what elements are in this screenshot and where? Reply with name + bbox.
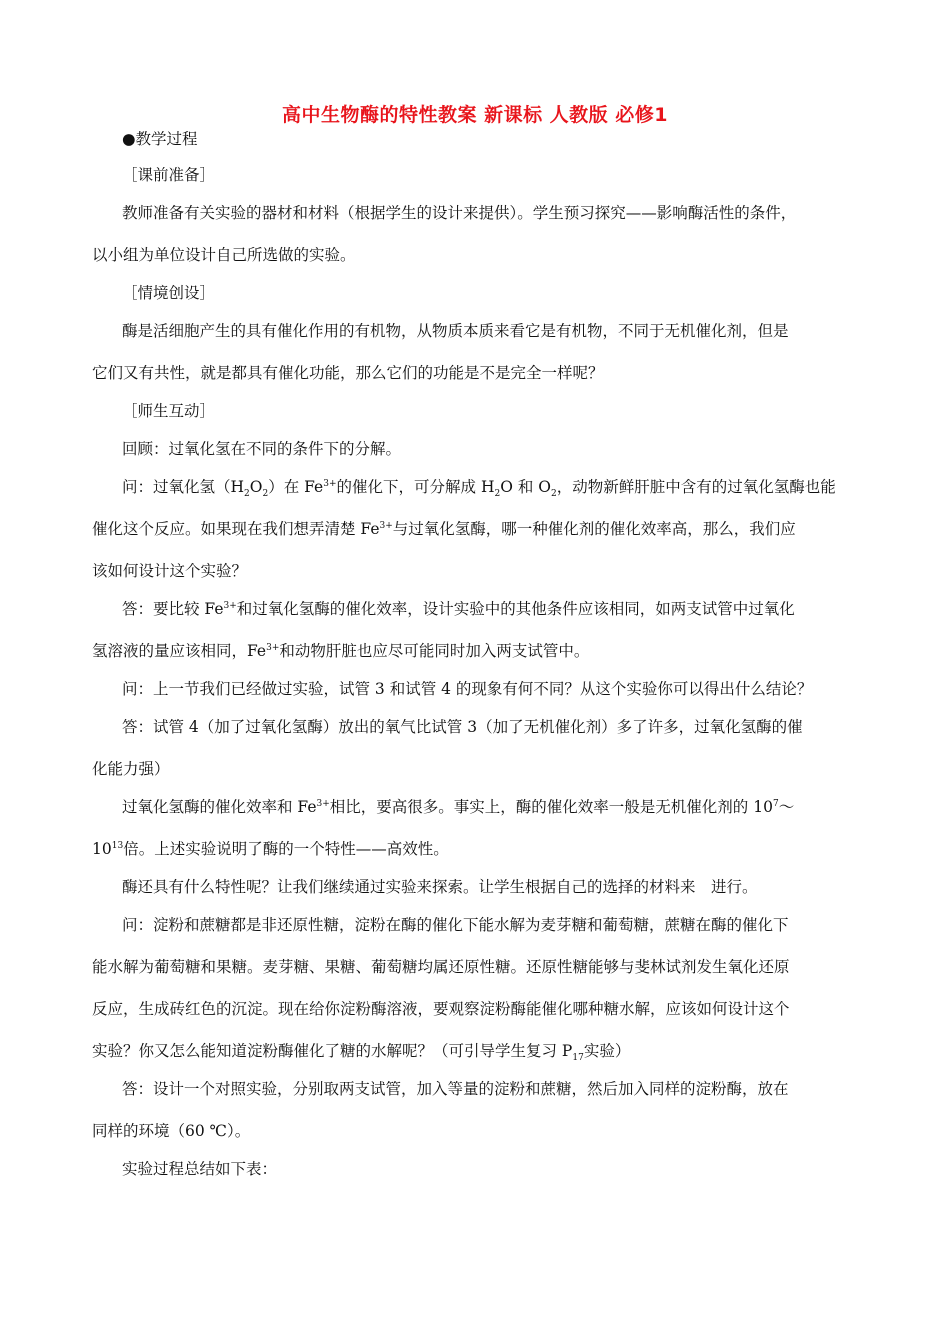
section-heading: ●教学过程 [122, 130, 198, 148]
question-1-line-2: 催化这个反应。如果现在我们想弄清楚 $Fe^{3+}$与过氧化氢酶，哪一种催化剂的催化效率高，那么，我们应 [92, 520, 796, 538]
scene-paragraph-line-2: 它们又有共性，就是都具有催化功能，那么它们的功能是不是完全一样呢？ [92, 364, 604, 382]
interact-heading: ［师生互动］ [122, 402, 216, 420]
prep-paragraph-line-1: 教师准备有关实验的器材和材料（根据学生的设计来提供）。学生预习探究——影响酶活性的条件， [122, 204, 797, 222]
question-2-line: 问：上一节我们已经做过实验，试管 3 和试管 4 的现象有何不同？从这个实验你可以得出什么结论？ [122, 680, 813, 698]
question-3-line-2: 能水解为葡萄糖和果糖。麦芽糖、果糖、葡萄糖均属还原性糖。还原性糖能够与斐林试剂发生氧化还原 [92, 958, 790, 976]
answer-1-line-2: 氢溶液的量应该相同，$Fe^{3+}$和动物肝脏也应尽可能同时加入两支试管中。 [92, 642, 590, 660]
question-3-line-4: 实验？你又怎么能知道淀粉酶催化了糖的水解呢？（可引导学生复习 $P_{17}$实验） [92, 1042, 631, 1064]
question-1-line-1: 问：过氧化氢$(H_2O_2)$在 $Fe^{3+}$的催化下，可分解成 $H_2O$ 和 $O_2$，动物新鲜肝脏中含有的过氧化氢酶也能 [122, 478, 836, 500]
question-3-line-3: 反应，生成砖红色的沉淀。现在给你淀粉酶溶液，要观察淀粉酶能催化哪种糖水解，应该如何设计这个 [92, 1000, 790, 1018]
efficiency-line-2: $10^{13}$倍。上述实验说明了酶的一个特性——高效性。 [92, 840, 449, 858]
prep-paragraph-line-2: 以小组为单位设计自己所选做的实验。 [92, 246, 356, 264]
scene-heading: ［情境创设］ [122, 284, 216, 302]
review-line: 回顾：过氧化氢在不同的条件下的分解。 [122, 440, 402, 458]
answer-2-line-2: 化能力强） [92, 760, 170, 778]
more-properties-line: 酶还具有什么特性呢？让我们继续通过实验来探索。让学生根据自己的选择的材料来 进行。 [122, 878, 758, 896]
summary-line: 实验过程总结如下表： [122, 1160, 278, 1178]
efficiency-line-1: 过氧化氢酶的催化效率和 $Fe^{3+}$相比，要高很多。事实上，酶的催化效率一般是无机催化剂的 $10^7\sim$ [122, 798, 795, 816]
answer-2-line-1: 答：试管 4（加了过氧化氢酶）放出的氧气比试管 3（加了无机催化剂）多了许多，过氧化氢酶的催 [122, 718, 803, 736]
prep-heading: ［课前准备］ [122, 166, 216, 184]
question-3-line-1: 问：淀粉和蔗糖都是非还原性糖，淀粉在酶的催化下能水解为麦芽糖和葡萄糖，蔗糖在酶的催化下 [122, 916, 789, 934]
scene-paragraph-line-1: 酶是活细胞产生的具有催化作用的有机物，从物质本质来看它是有机物，不同于无机催化剂，但是 [122, 322, 789, 340]
document-title: 高中生物酶的特性教案 新课标 人教版 必修1 [281, 104, 669, 126]
answer-3-line-2: 同样的环境（60 ℃）。 [92, 1122, 251, 1140]
answer-1-line-1: 答：要比较 $Fe^{3+}$和过氧化氢酶的催化效率，设计实验中的其他条件应该相同，如两支试管中过氧化 [122, 600, 795, 618]
question-1-line-3: 该如何设计这个实验？ [92, 562, 248, 580]
answer-3-line-1: 答：设计一个对照实验，分别取两支试管，加入等量的淀粉和蔗糖，然后加入同样的淀粉酶，放在 [122, 1080, 789, 1098]
